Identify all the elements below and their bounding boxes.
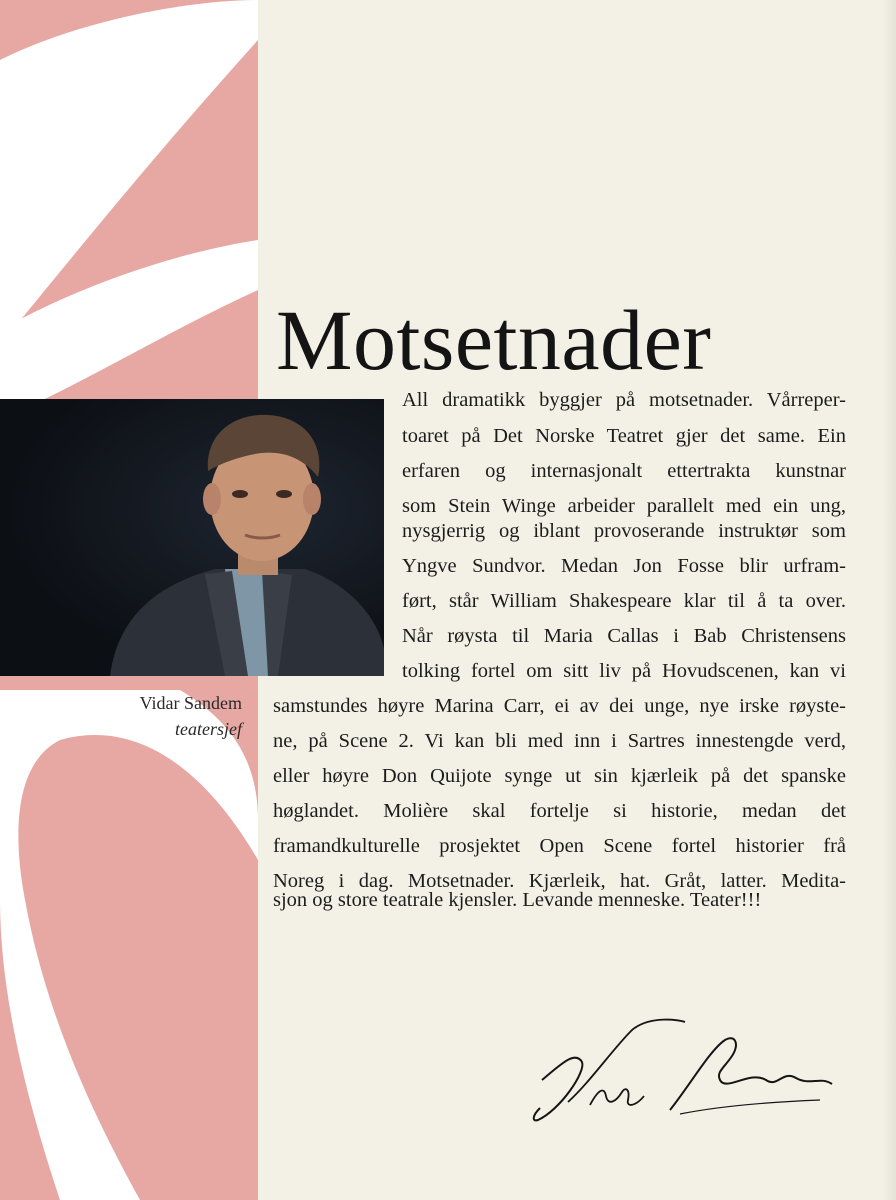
- body-line: Noreg i dag. Motsetnader. Kjærleik, hat. Gråt, latter. Medita-: [273, 870, 846, 892]
- body-line: nysgjerrig og iblant provoserande instruktør som: [402, 520, 846, 542]
- body-line: ne, på Scene 2. Vi kan bli med inn i Sartres innestengde verd,: [273, 730, 846, 752]
- portrait-photo: [0, 399, 384, 676]
- photo-caption-name: Vidar Sandem: [139, 693, 242, 713]
- body-line: som Stein Winge arbeider parallelt med ein ung,: [402, 495, 846, 517]
- article-title: Motsetnader: [276, 292, 712, 388]
- body-line: tolking fortel om sitt liv på Hovudscenen, kan vi: [402, 660, 846, 682]
- body-line: Når røysta til Maria Callas i Bab Christensens: [402, 625, 846, 647]
- body-line: høglandet. Molière skal fortelje si historie, medan det: [273, 800, 846, 822]
- portrait-illustration: [0, 399, 384, 676]
- body-line: Yngve Sundvor. Medan Jon Fosse blir urfram-: [402, 555, 846, 577]
- body-line: eller høyre Don Quijote synge ut sin kjærleik på det spanske: [273, 765, 846, 787]
- photo-caption-role: teatersjef: [175, 719, 242, 739]
- body-line: toaret på Det Norske Teatret gjer det same. Ein: [402, 425, 846, 447]
- body-line: All dramatikk byggjer på motsetnader. Vårreper-: [402, 389, 846, 411]
- handwritten-signature: [520, 1010, 850, 1130]
- body-line: ført, står William Shakespeare klar til å ta over.: [402, 590, 846, 612]
- body-line: framandkulturelle prosjektet Open Scene fortel historier frå: [273, 835, 846, 857]
- body-line: samstundes høyre Marina Carr, ei av dei unge, nye irske røyste-: [273, 695, 846, 717]
- body-line: erfaren og internasjonalt ettertrakta kunstnar: [402, 460, 846, 482]
- body-line: sjon og store teatrale kjensler. Levande menneske. Teater!!!: [273, 889, 762, 911]
